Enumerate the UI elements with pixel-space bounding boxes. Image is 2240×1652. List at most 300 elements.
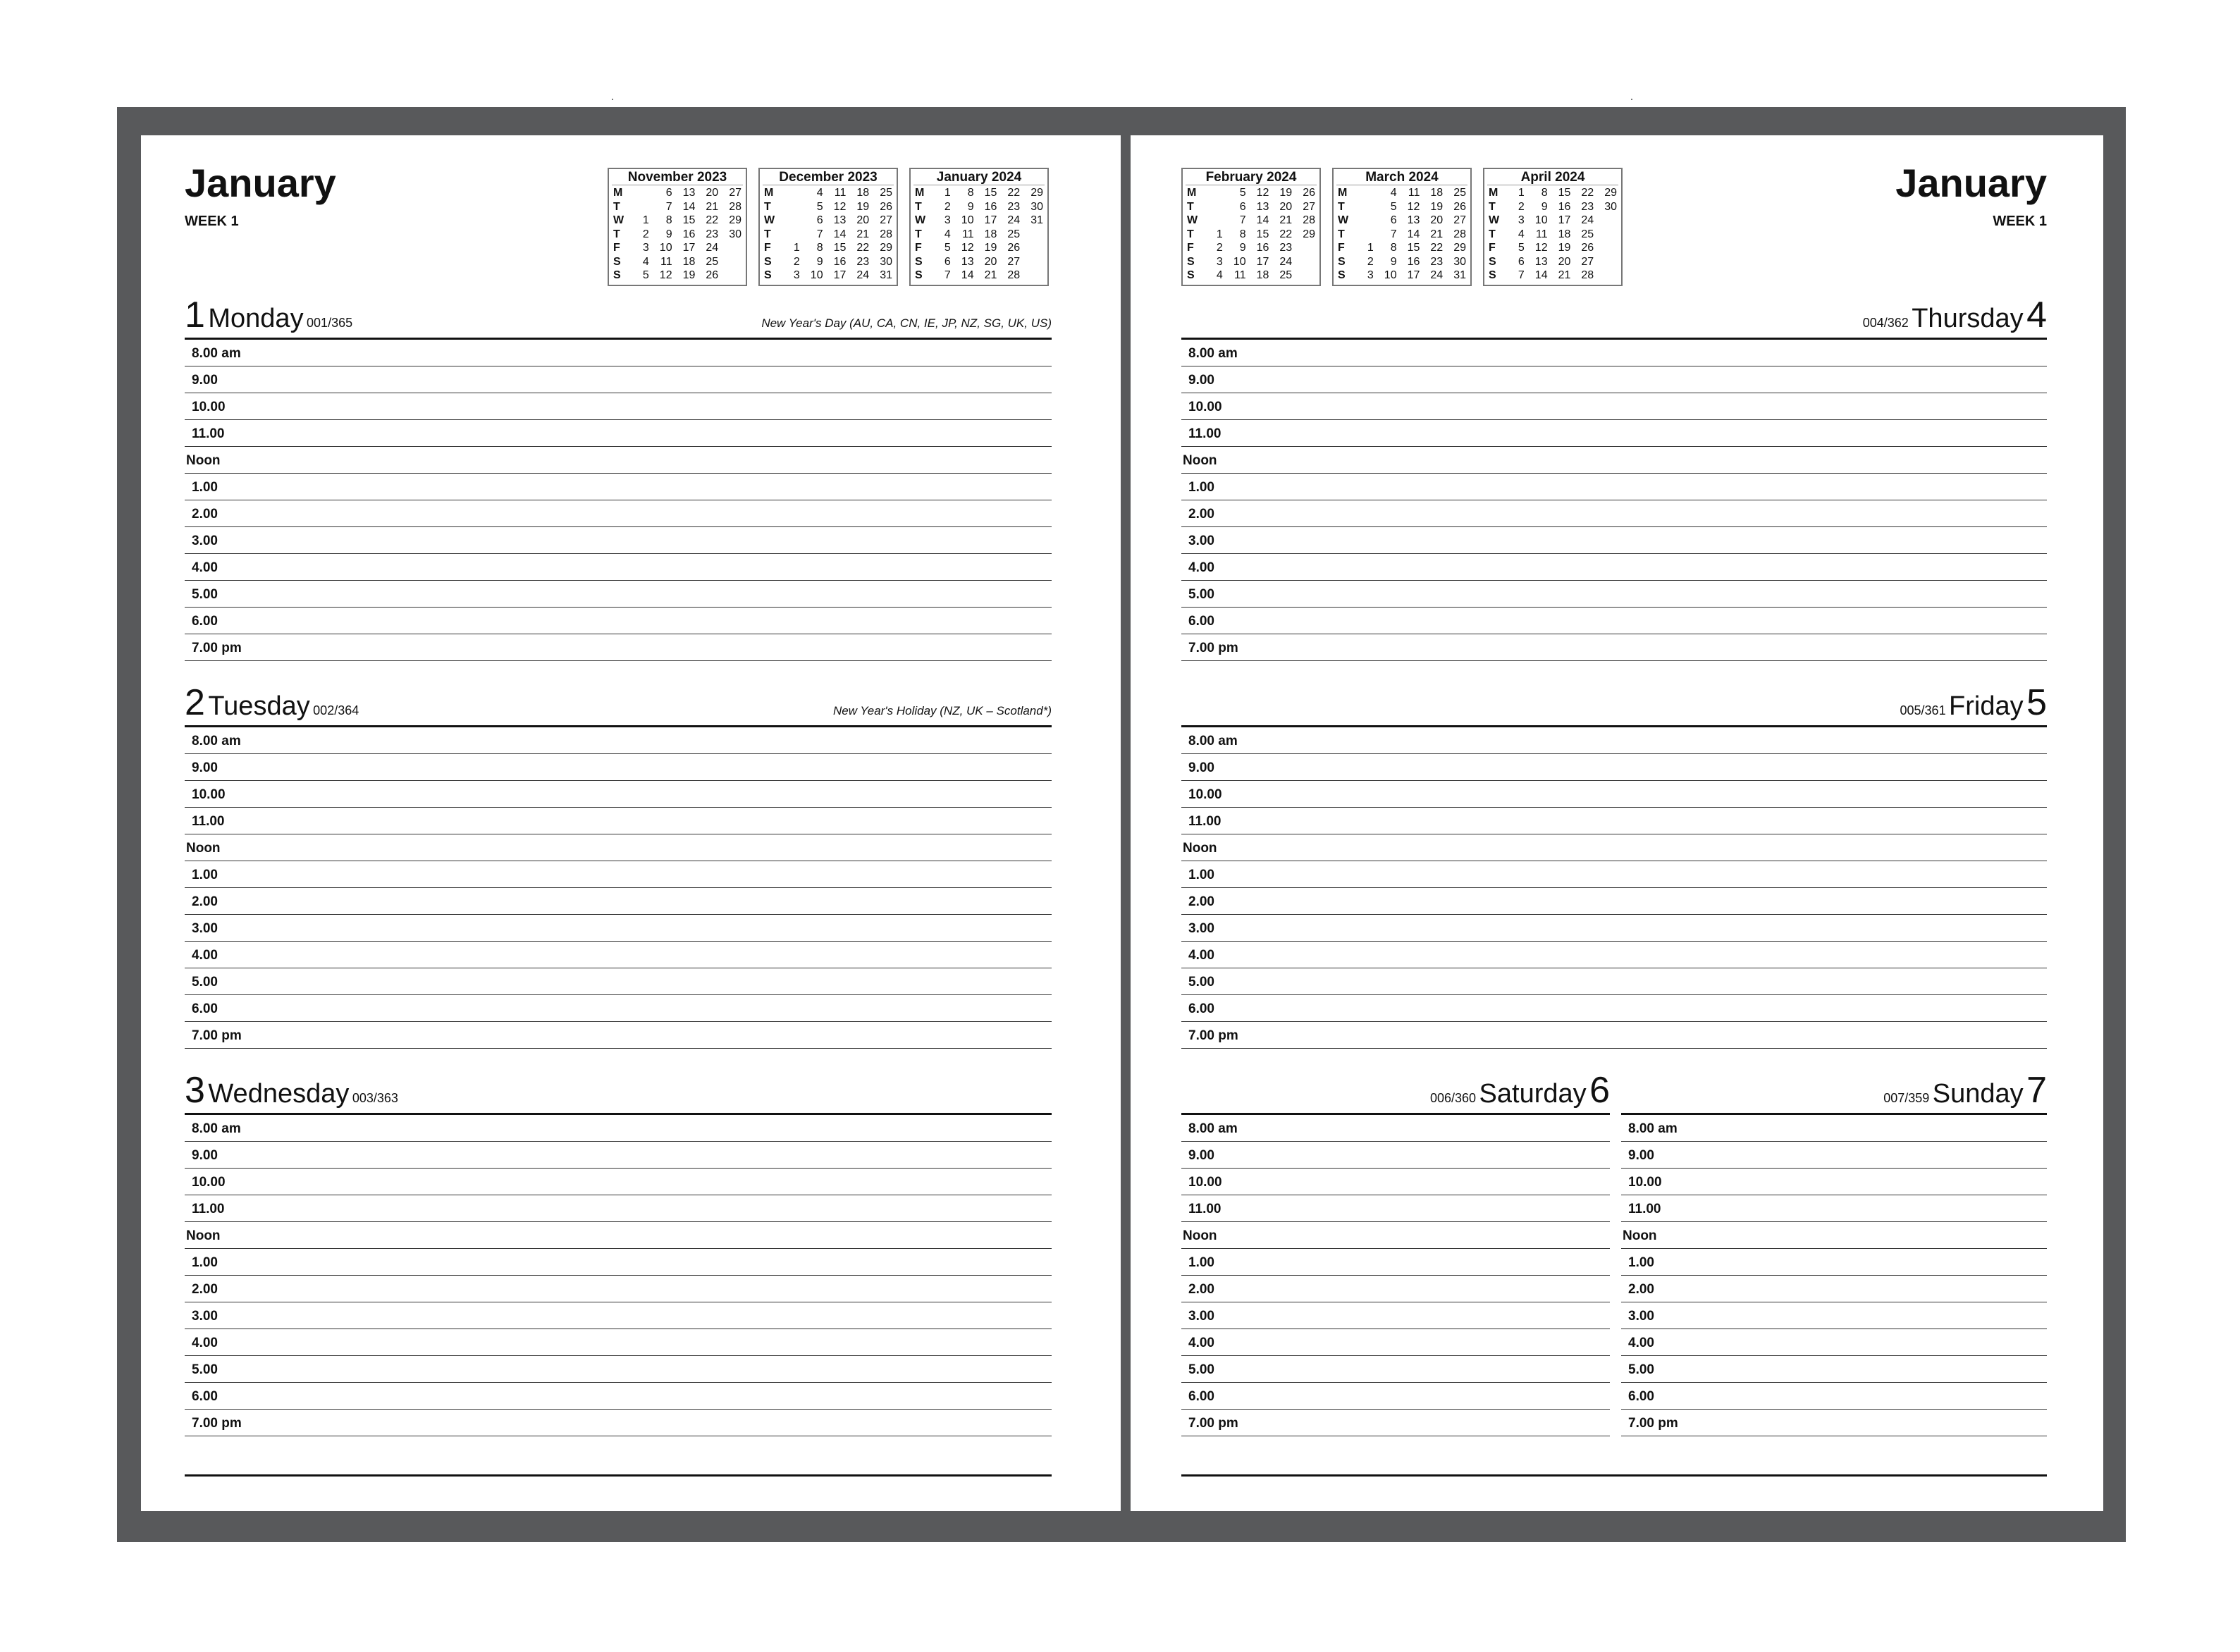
time-slot[interactable]: 5.00 [1181, 581, 2047, 608]
time-slot[interactable]: Noon [1181, 447, 2047, 474]
day-number: 2 [185, 682, 205, 723]
time-slot[interactable]: 11.00 [1181, 420, 2047, 447]
time-slot[interactable]: 10.00 [1621, 1169, 2047, 1195]
day-heading [1430, 1072, 1610, 1109]
time-slot[interactable]: 3.00 [185, 527, 1052, 554]
date-cell: 23 [1430, 255, 1444, 268]
date-cell: 27 [729, 187, 741, 199]
mini-calendar-title: April 2024 [1487, 171, 1618, 185]
date-cell: 26 [1007, 242, 1021, 254]
day-name: Wednesday [208, 1079, 350, 1109]
date-cell: 27 [1453, 214, 1466, 226]
time-slot[interactable]: Noon [185, 447, 1052, 474]
date-cell: 15 [1558, 187, 1571, 199]
time-slot[interactable]: 10.00 [1181, 1169, 1610, 1195]
date-cell: 9 [665, 228, 672, 240]
date-cell [720, 255, 743, 269]
time-slot[interactable]: 11.00 [1181, 808, 2047, 834]
weekday-letter: W [915, 214, 926, 226]
date-cell: 17 [1407, 269, 1420, 281]
date-cell: 26 [706, 269, 719, 281]
date-cell: 6 [1518, 255, 1525, 268]
date-cell: 5 [1239, 187, 1246, 199]
time-slot[interactable]: 1.00 [185, 861, 1052, 888]
date-cell: 1 [642, 214, 649, 226]
time-slot[interactable]: 2.00 [1621, 1276, 2047, 1302]
date-cell: 14 [1407, 228, 1420, 240]
date-cell: 10 [659, 242, 672, 254]
date-cell: 25 [1453, 187, 1466, 199]
date-cell [1201, 200, 1224, 214]
time-slot[interactable]: 9.00 [185, 366, 1052, 393]
time-slot[interactable]: 8.00 am [185, 1115, 1052, 1142]
date-cell: 4 [642, 255, 649, 268]
date-cell: 22 [706, 214, 719, 226]
date-cell: 11 [961, 228, 974, 240]
date-cell: 12 [1534, 242, 1548, 254]
date-cell: 22 [1279, 228, 1293, 240]
day-friday [1181, 684, 2047, 1049]
date-cell: 30 [1453, 255, 1466, 268]
time-slot[interactable]: 4.00 [1181, 942, 2047, 968]
day-of-year: 007/359 [1883, 1091, 1930, 1105]
date-cell: 2 [1518, 200, 1525, 213]
date-cell: 15 [833, 242, 847, 254]
page-end-rule [1181, 1474, 2047, 1477]
date-cell: 23 [1279, 242, 1293, 254]
time-slot[interactable]: 10.00 [1181, 781, 2047, 808]
day-of-year: 004/362 [1862, 316, 1909, 330]
day-of-year: 006/360 [1430, 1091, 1477, 1105]
date-cell [778, 200, 801, 214]
date-cell: 7 [816, 228, 823, 240]
weekday-letter: S [1338, 255, 1346, 268]
time-slot[interactable]: 3.00 [185, 915, 1052, 942]
time-slot[interactable]: 2.00 [185, 500, 1052, 527]
date-cell: 8 [1239, 228, 1246, 240]
weekday-letter: M [915, 187, 925, 199]
date-cell: 22 [1430, 242, 1444, 254]
weekday-letter: S [613, 255, 621, 268]
day-number: 3 [185, 1070, 205, 1111]
time-slot[interactable]: 7.00 pm [185, 1022, 1052, 1049]
weekday-letter: W [764, 214, 775, 226]
month-title: January [185, 161, 336, 205]
weekday-letter: W [1338, 214, 1349, 226]
date-cell: 9 [1239, 242, 1246, 254]
date-cell: 13 [1256, 200, 1269, 213]
date-cell: 20 [1279, 200, 1293, 213]
day-of-year: 001/365 [307, 316, 353, 330]
day-name: Friday [1949, 691, 2024, 721]
time-slot[interactable]: 9.00 [1621, 1142, 2047, 1169]
date-cell: 19 [682, 269, 696, 281]
time-slot[interactable]: 8.00 am [1181, 340, 2047, 366]
date-cell: 26 [880, 200, 892, 213]
time-slot[interactable]: 5.00 [1181, 1356, 1610, 1383]
date-cell [627, 200, 651, 214]
day-heading [185, 684, 359, 721]
time-slot[interactable]: 5.00 [185, 581, 1052, 608]
date-cell: 14 [833, 228, 847, 240]
date-cell [1352, 228, 1375, 242]
date-cell: 19 [1279, 187, 1293, 199]
date-cell: 8 [816, 242, 823, 254]
date-cell: 19 [1430, 200, 1444, 213]
time-slot[interactable]: 3.00 [1181, 1302, 1610, 1329]
date-cell: 1 [944, 187, 951, 199]
date-cell: 16 [1256, 242, 1269, 254]
time-slot[interactable]: 10.00 [1181, 393, 2047, 420]
date-cell: 20 [1558, 255, 1571, 268]
date-cell: 9 [967, 200, 974, 213]
date-cell [1293, 241, 1317, 255]
weekday-letter: T [764, 228, 771, 240]
time-slot[interactable]: 1.00 [1181, 861, 2047, 888]
time-slot[interactable]: 2.00 [185, 1276, 1052, 1302]
page-end-rule [185, 1474, 1052, 1477]
time-slot[interactable]: 9.00 [1181, 754, 2047, 781]
date-cell: 13 [1407, 214, 1420, 226]
time-slot[interactable]: 9.00 [185, 1142, 1052, 1169]
time-slot[interactable]: 8.00 am [1181, 1115, 1610, 1142]
date-cell: 7 [1518, 269, 1525, 281]
date-cell: 3 [642, 242, 649, 254]
date-cell: 29 [729, 214, 741, 226]
time-slot[interactable]: 7.00 pm [1181, 1022, 2047, 1049]
date-cell [1352, 214, 1375, 228]
diary-spread-frame [117, 107, 2126, 1542]
time-slot[interactable]: 10.00 [185, 393, 1052, 420]
date-cell: 26 [1581, 242, 1594, 254]
date-cell: 28 [880, 228, 892, 240]
time-slot[interactable]: 4.00 [1181, 1329, 1610, 1356]
date-cell [1352, 200, 1375, 214]
day-number: 7 [2026, 1070, 2047, 1111]
date-cell [1595, 214, 1618, 228]
time-slot[interactable]: 8.00 am [185, 727, 1052, 754]
date-cell: 26 [1453, 200, 1466, 213]
date-cell: 2 [1367, 255, 1374, 268]
time-slot[interactable]: 1.00 [1181, 474, 2047, 500]
time-slot[interactable]: 2.00 [1181, 888, 2047, 915]
weekday-letter: T [613, 228, 620, 240]
date-cell: 7 [1239, 214, 1246, 226]
date-cell: 1 [1518, 187, 1525, 199]
date-cell: 29 [1604, 187, 1617, 199]
day-header [185, 296, 1052, 340]
time-slot[interactable]: Noon [1621, 1222, 2047, 1249]
date-cell: 5 [1518, 242, 1525, 254]
time-slot[interactable]: 7.00 pm [1181, 1410, 1610, 1436]
weekday-letter: S [1489, 255, 1496, 268]
weekday-letter: F [1338, 242, 1345, 254]
date-cell: 2 [793, 255, 800, 268]
day-name: Sunday [1932, 1079, 2024, 1109]
time-slot[interactable]: Noon [185, 834, 1052, 861]
date-cell: 28 [1581, 269, 1594, 281]
time-slot[interactable]: 6.00 [1181, 1383, 1610, 1410]
date-cell: 7 [944, 269, 951, 281]
day-of-year: 005/361 [1900, 703, 1946, 717]
time-slot[interactable]: 6.00 [185, 1383, 1052, 1410]
time-slot[interactable]: 6.00 [185, 995, 1052, 1022]
day-number: 5 [2026, 682, 2047, 723]
date-cell: 8 [665, 214, 672, 226]
time-slot[interactable]: 6.00 [185, 608, 1052, 634]
weekday-letter: S [1489, 269, 1496, 281]
time-slot[interactable]: 9.00 [185, 754, 1052, 781]
time-slot[interactable]: 11.00 [1621, 1195, 2047, 1222]
time-slot[interactable]: 11.00 [185, 420, 1052, 447]
weekday-letter: T [613, 200, 620, 213]
left-page [141, 135, 1121, 1511]
weekday-letter: M [1489, 187, 1499, 199]
time-slot[interactable]: 1.00 [185, 1249, 1052, 1276]
day-saturday [1181, 1071, 1610, 1436]
time-slot[interactable]: 5.00 [185, 1356, 1052, 1383]
day-heading [185, 1072, 398, 1109]
date-cell: 10 [810, 269, 823, 281]
time-slot[interactable]: 1.00 [1621, 1249, 2047, 1276]
time-slot[interactable]: 3.00 [185, 1302, 1052, 1329]
day-heading [1900, 684, 2047, 721]
date-cell: 10 [961, 214, 974, 226]
time-slot[interactable]: 2.00 [1181, 1276, 1610, 1302]
time-slot[interactable]: 2.00 [1181, 500, 2047, 527]
day-of-year: 002/364 [313, 703, 359, 717]
date-cell: 7 [1390, 228, 1397, 240]
time-slot[interactable]: Noon [1181, 1222, 1610, 1249]
date-cell: 29 [880, 242, 892, 254]
time-slot[interactable]: 1.00 [1181, 1249, 1610, 1276]
mini-calendar-title: January 2024 [913, 171, 1045, 185]
time-slot[interactable]: 7.00 pm [185, 1410, 1052, 1436]
day-name: Saturday [1479, 1079, 1587, 1109]
date-cell [1021, 255, 1045, 269]
date-cell: 18 [856, 187, 870, 199]
date-cell: 3 [1367, 269, 1374, 281]
time-slot[interactable]: 4.00 [1181, 554, 2047, 581]
date-cell: 28 [1453, 228, 1466, 240]
date-cell: 2 [944, 200, 951, 213]
date-cell: 8 [1541, 187, 1548, 199]
date-cell: 25 [1007, 228, 1021, 240]
weekday-letter: F [613, 242, 620, 254]
time-slot[interactable]: 4.00 [185, 942, 1052, 968]
time-slot[interactable]: Noon [1181, 834, 2047, 861]
time-slot[interactable]: 10.00 [185, 781, 1052, 808]
holiday-note: New Year's Day (AU, CA, CN, IE, JP, NZ, SG, UK, US) [761, 316, 1052, 330]
date-cell: 21 [1279, 214, 1293, 226]
time-slot[interactable]: 7.00 pm [185, 634, 1052, 661]
time-slot[interactable]: 6.00 [1181, 995, 2047, 1022]
day-header [1181, 296, 2047, 340]
day-header [1621, 1071, 2047, 1115]
time-slot[interactable]: 9.00 [1181, 1142, 1610, 1169]
date-cell: 27 [1007, 255, 1021, 268]
day-name: Monday [208, 304, 304, 333]
day-number: 1 [185, 295, 205, 335]
weekday-letter: M [1338, 187, 1348, 199]
day-number: 6 [1589, 1070, 1610, 1111]
date-cell: 13 [961, 255, 974, 268]
time-slot[interactable]: 8.00 am [1621, 1115, 2047, 1142]
date-cell [1595, 228, 1618, 242]
time-slot[interactable]: 3.00 [1181, 915, 2047, 942]
weekday-letter: S [1187, 255, 1195, 268]
date-cell: 1 [1367, 242, 1374, 254]
date-cell: 13 [682, 187, 696, 199]
date-cell: 14 [961, 269, 974, 281]
day-tuesday [185, 684, 1052, 1049]
time-slot[interactable]: 7.00 pm [1181, 634, 2047, 661]
day-heading [1863, 297, 2047, 333]
time-slot[interactable]: 6.00 [1181, 608, 2047, 634]
date-cell: 22 [1581, 187, 1594, 199]
time-slot[interactable]: 2.00 [185, 888, 1052, 915]
time-slot[interactable]: 10.00 [185, 1169, 1052, 1195]
day-sunday [1621, 1071, 2047, 1436]
weekday-letter: W [1187, 214, 1198, 226]
date-cell: 17 [682, 242, 696, 254]
time-slot[interactable]: 11.00 [185, 808, 1052, 834]
mini-calendar [1181, 168, 1321, 286]
date-cell: 13 [1534, 255, 1548, 268]
date-cell: 30 [729, 228, 741, 240]
date-cell: 25 [706, 255, 719, 268]
week-label: WEEK 1 [185, 214, 239, 229]
weekday-letter: T [1489, 200, 1496, 213]
date-cell: 29 [1030, 187, 1043, 199]
date-cell: 8 [1390, 242, 1397, 254]
week-label: WEEK 1 [1993, 214, 2047, 229]
date-cell [778, 228, 801, 242]
crop-mark [1631, 99, 1632, 100]
date-cell [720, 241, 743, 255]
time-slot[interactable]: 3.00 [1621, 1302, 2047, 1329]
date-cell: 4 [944, 228, 951, 240]
date-cell [1021, 228, 1045, 242]
date-cell: 5 [944, 242, 951, 254]
time-slot[interactable]: 8.00 am [1181, 727, 2047, 754]
weekday-letter: M [764, 187, 774, 199]
weekday-letter: T [1489, 228, 1496, 240]
mini-calendar-title: December 2023 [763, 171, 894, 185]
time-slot[interactable]: 4.00 [185, 554, 1052, 581]
date-cell: 24 [706, 242, 719, 254]
weekday-letter: W [1489, 214, 1500, 226]
date-cell: 11 [660, 255, 672, 268]
time-slot[interactable]: 4.00 [1621, 1329, 2047, 1356]
date-cell: 11 [1233, 269, 1246, 281]
mini-calendar [1332, 168, 1472, 286]
time-slot[interactable]: 5.00 [1621, 1356, 2047, 1383]
time-slot[interactable]: 11.00 [1181, 1195, 1610, 1222]
weekday-letter: S [915, 269, 923, 281]
time-slot[interactable]: 3.00 [1181, 527, 2047, 554]
date-cell [1595, 241, 1618, 255]
right-page [1131, 135, 2103, 1511]
date-cell: 23 [706, 228, 719, 240]
date-cell: 30 [880, 255, 892, 268]
date-cell: 4 [1216, 269, 1223, 281]
weekday-letter: W [613, 214, 624, 226]
date-cell: 20 [984, 255, 997, 268]
date-cell [1595, 269, 1618, 283]
weekday-letter: S [613, 269, 621, 281]
time-slot[interactable]: 8.00 am [185, 340, 1052, 366]
time-slot[interactable]: 1.00 [185, 474, 1052, 500]
weekday-letter: M [1187, 187, 1197, 199]
date-cell: 20 [706, 187, 719, 199]
time-slot[interactable]: 7.00 pm [1621, 1410, 2047, 1436]
time-slot[interactable]: 4.00 [185, 1329, 1052, 1356]
date-cell: 5 [816, 200, 823, 213]
date-cell: 17 [833, 269, 847, 281]
date-cell: 14 [682, 200, 696, 213]
date-cell: 14 [1534, 269, 1548, 281]
date-cell: 16 [984, 200, 997, 213]
date-cell [720, 269, 743, 283]
date-cell: 24 [1581, 214, 1594, 226]
date-cell: 5 [1390, 200, 1397, 213]
day-heading [1883, 1072, 2047, 1109]
date-cell [1352, 186, 1375, 200]
time-slot[interactable]: 5.00 [1181, 968, 2047, 995]
time-slot[interactable]: 9.00 [1181, 366, 2047, 393]
weekday-letter: T [1187, 200, 1194, 213]
crop-mark [612, 99, 613, 100]
date-cell: 6 [944, 255, 951, 268]
date-cell: 19 [856, 200, 870, 213]
date-cell: 9 [1390, 255, 1397, 268]
time-slot[interactable]: 5.00 [185, 968, 1052, 995]
date-cell: 16 [1407, 255, 1420, 268]
day-number: 4 [2026, 295, 2047, 335]
month-title: January [1895, 161, 2047, 205]
day-name: Thursday [1912, 304, 2024, 333]
date-cell: 11 [834, 187, 847, 199]
date-cell: 3 [1216, 255, 1223, 268]
date-cell: 21 [984, 269, 997, 281]
time-slot[interactable]: Noon [185, 1222, 1052, 1249]
date-cell: 10 [1384, 269, 1397, 281]
date-cell: 3 [793, 269, 800, 281]
date-cell: 24 [1279, 255, 1293, 268]
mini-calendar-title: March 2024 [1336, 171, 1467, 185]
date-cell: 27 [1303, 200, 1315, 213]
date-cell: 24 [1430, 269, 1444, 281]
weekday-letter: T [1187, 228, 1194, 240]
date-cell: 29 [1303, 228, 1315, 240]
date-cell: 31 [1030, 214, 1043, 226]
date-cell: 30 [1604, 200, 1617, 213]
date-cell: 27 [1581, 255, 1594, 268]
date-cell: 25 [1279, 269, 1293, 281]
time-slot[interactable]: 11.00 [185, 1195, 1052, 1222]
date-cell: 3 [1518, 214, 1525, 226]
weekday-letter: M [613, 187, 623, 199]
date-cell: 9 [816, 255, 823, 268]
date-cell [1201, 186, 1224, 200]
date-cell [1293, 255, 1317, 269]
date-cell: 13 [833, 214, 847, 226]
time-slot[interactable]: 6.00 [1621, 1383, 2047, 1410]
date-cell: 18 [1558, 228, 1571, 240]
date-cell: 11 [1535, 228, 1548, 240]
mini-calendar-title: February 2024 [1186, 171, 1317, 185]
